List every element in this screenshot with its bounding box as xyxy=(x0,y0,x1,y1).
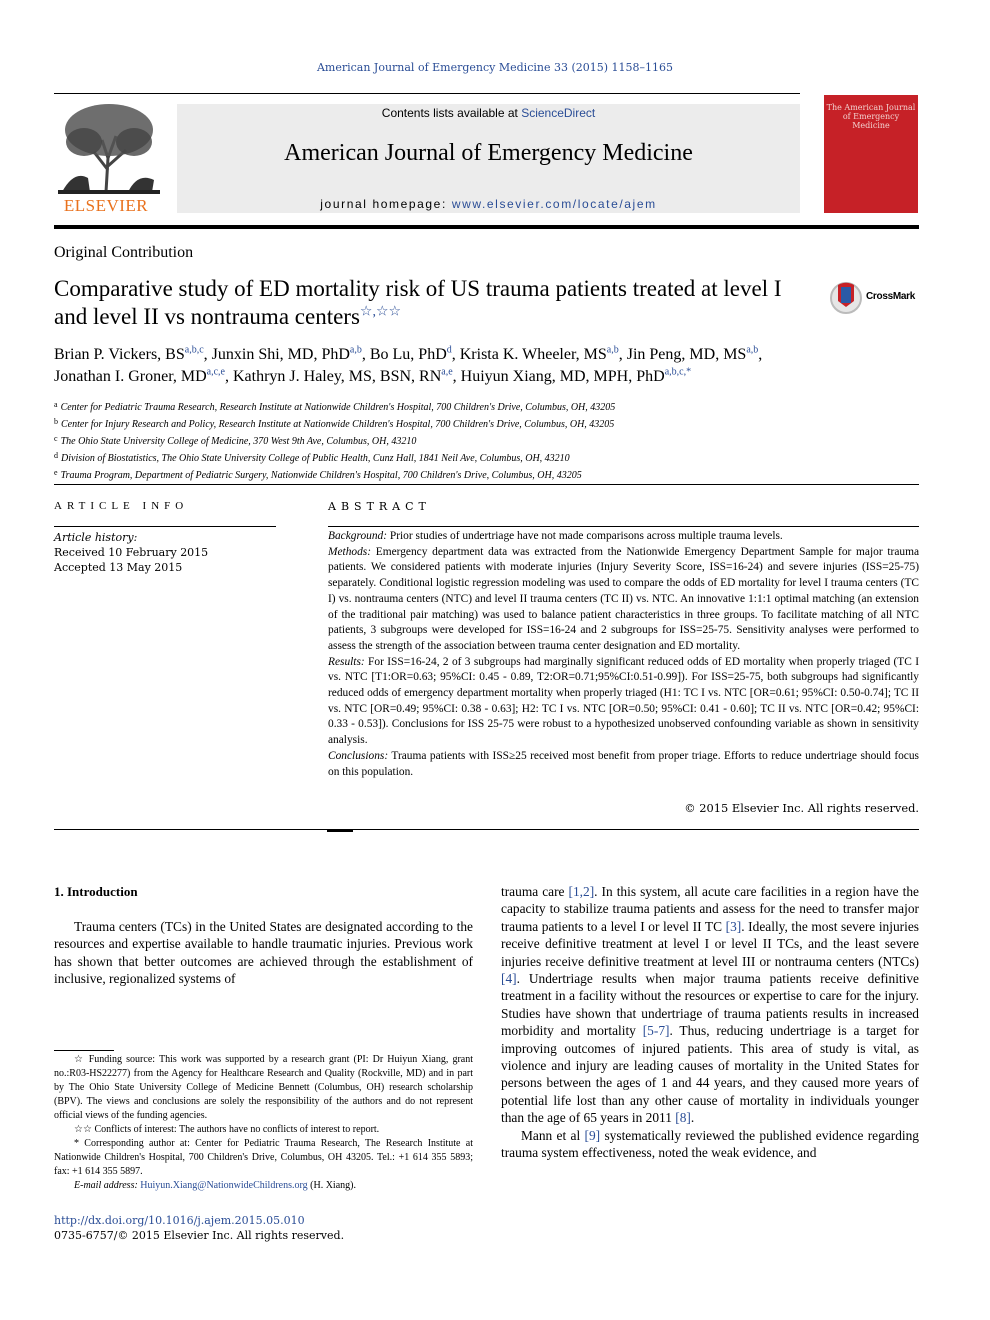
author-name: Junxin Shi, MD, PhD xyxy=(211,346,350,363)
section-rule xyxy=(54,484,919,485)
author-name: Jonathan I. Groner, MD xyxy=(54,368,207,385)
crossmark-icon xyxy=(829,281,863,315)
journal-homepage-line xyxy=(177,197,800,211)
author-separator: , xyxy=(203,346,212,363)
body-column-left xyxy=(54,918,473,988)
footnote-corresponding xyxy=(54,1137,473,1179)
affiliation-item xyxy=(54,449,919,466)
author-affiliation-marks[interactable]: a,b xyxy=(349,344,362,356)
author-affiliation-marks[interactable]: a,c,e xyxy=(206,366,225,378)
elsevier-wordmark: ELSEVIER xyxy=(63,196,149,215)
email-link[interactable]: Huiyun.Xiang@NationwideChildrens.org xyxy=(140,1180,308,1191)
affiliation-item xyxy=(54,466,919,483)
text-run: trauma care xyxy=(501,884,569,899)
abstract-copyright: © 2015 Elsevier Inc. All rights reserved. xyxy=(684,801,919,815)
author-separator: , xyxy=(224,368,233,385)
abstract-conclusions xyxy=(328,749,919,780)
author-name: Huiyun Xiang, MD, MPH, PhD xyxy=(460,368,665,385)
short-rule-mark xyxy=(327,830,353,832)
affiliation-item xyxy=(54,415,919,432)
author-affiliation-marks[interactable]: d xyxy=(446,344,452,356)
journal-cover-thumbnail xyxy=(824,95,918,213)
author-name: Krista K. Wheeler, MS xyxy=(459,346,607,363)
abstract-methods xyxy=(328,545,919,655)
footnotes xyxy=(54,1053,473,1193)
article-title-text: Comparative study of ED mortality risk of US trauma patients treated at level I and level II vs nontrauma centers xyxy=(54,276,782,329)
cover-title: The American Journal of Emergency Medicine xyxy=(826,103,916,130)
author-affiliation-marks[interactable]: a,b,c xyxy=(184,344,204,356)
article-title xyxy=(54,275,804,331)
article-info-heading: ARTICLE INFO xyxy=(54,500,189,512)
article-history xyxy=(54,530,208,575)
author-separator: , xyxy=(451,346,460,363)
title-footnote-marks[interactable]: ☆,☆☆ xyxy=(359,304,402,320)
affiliation-text: Center for Injury Research and Policy, Research Institute at Nationwide Children's Hospital, 700 Children's Drive, Columbus, OH, 43205 xyxy=(61,419,615,430)
abstract-heading: ABSTRACT xyxy=(328,500,431,513)
conclusions-text: Trauma patients with ISS≥25 received most benefit from proper triage. Efforts to reduce undertriage should focus on this population. xyxy=(328,749,919,778)
footnote-email xyxy=(54,1179,473,1193)
methods-label: Methods: xyxy=(328,545,372,558)
footnote-rule xyxy=(54,1050,114,1051)
footnote-mark: ☆ xyxy=(74,1054,85,1065)
text-run: . Ideally, the most severe injuries receive definitive treatment at level I or level II TCs, and the least severe injuries receive definitive treatment at level III or nontrauma centers (NTCs) xyxy=(501,918,919,969)
email-suffix: (H. Xiang). xyxy=(307,1180,356,1191)
reference-link[interactable]: [9] xyxy=(584,1127,601,1143)
homepage-link[interactable]: www.elsevier.com/locate/ajem xyxy=(451,197,657,211)
results-label: Results: xyxy=(328,655,365,668)
sciencedirect-link[interactable]: ScienceDirect xyxy=(521,106,596,120)
methods-text: Emergency department data was extracted from the Nationwide Emergency Department Sample for major trauma patients. We considered patients with moderate injuries (Injury Severity Score, ISS=16-24) and severe injuries (ISS=25-75) separately. Conditional logistic regression modeling was used to compare the odds of ED mortality for level I trauma centers (TC I) vs. nontrauma centers (NTC) and level II trauma centers (TC II) vs. NTC. An innovative 1:1:1 optimal matching (an extension of the traditional pair matching) was used to balance patient characteristics in three groups. To facilitate matching of all NTC patients, 3 subgroups were developed for ISS=16-24 and 2 subgroups for ISS=25-75. Sensitivity analyses were performed to assess the strength of the association between trauma center designation and ED mortality. xyxy=(328,545,919,652)
footnote-text: Conflicts of interest: The authors have no conflicts of interest to report. xyxy=(91,1124,380,1135)
affiliation-letter: d xyxy=(54,451,58,460)
reference-link[interactable]: [5-7] xyxy=(642,1023,670,1039)
author-name: Jin Peng, MD, MS xyxy=(626,346,747,363)
footnote-text: Corresponding author at: Center for Pediatric Trauma Research, The Research Institute at Nationwide Children's Hospital, 700 Children's Drive, Columbus, OH 43205. Tel.: +1 614 355 5893; fax: +1 614 355 5897. xyxy=(54,1138,473,1177)
footnote-mark: ☆☆ xyxy=(74,1124,92,1135)
affiliation-item xyxy=(54,432,919,449)
abstract-background xyxy=(328,529,919,545)
intro-paragraph-continued xyxy=(501,883,919,1127)
contents-line xyxy=(177,106,800,120)
footnote-text: Funding source: This work was supported by a research grant (PI: Dr Huiyun Xiang, grant no.:R03-HS22277) from the Agency for Healthcare Research and Quality (Rockville, MD) and in part by The Ohio State University College of Medicine Bennett (Columbus, OH) research scholarship (BPV). The views and conclusions are solely the responsibility of the authors and do not represent official views of the funding agencies. xyxy=(54,1054,474,1121)
homepage-prefix: journal homepage: xyxy=(320,197,452,211)
footnote-funding xyxy=(54,1053,473,1123)
intro-paragraph xyxy=(501,1127,919,1162)
affiliation-letter: c xyxy=(54,434,58,443)
section-heading-introduction: 1. Introduction xyxy=(54,884,138,899)
header-thick-rule xyxy=(54,225,919,229)
author-affiliation-marks[interactable]: a,b xyxy=(606,344,619,356)
issn-line: 0735-6757/© 2015 Elsevier Inc. All rights reserved. xyxy=(54,1229,345,1242)
abstract-results xyxy=(328,655,919,749)
email-label: E-mail address: xyxy=(74,1180,141,1191)
conclusions-label: Conclusions: xyxy=(328,749,389,762)
article-info-rule xyxy=(54,526,276,527)
text-run: Mann et al xyxy=(521,1127,585,1143)
author-affiliation-marks[interactable]: a,b,c,* xyxy=(664,366,692,378)
reference-link[interactable]: [4] xyxy=(501,971,517,987)
footnote-mark: * xyxy=(74,1138,79,1149)
received-date: Received 10 February 2015 xyxy=(54,546,209,559)
body-column-right xyxy=(501,883,919,1162)
results-text: For ISS=16-24, 2 of 3 subgroups had marginally significant reduced odds of ED mortality when properly triaged (TC I vs. NTC [T1:OR=0.63; 95%CI: 0.45 - 0.89, T2:OR=0.71;95%CI:0.51-0.99]). For ISS=25-75, both subgroups had significantly reduced odds of emergency department mortality when properly triaged (H1: TC I vs. NTC [OR=0.61; 95%CI: 0.50-0.74]; TC II vs. NTC [OR=0.49; 95%CI: 0.38 - 0.63]; H2: TC I vs. NTC [OR=0.50; 95%CI: 0.41 - 0.60]; TC II vs. NTC [OR=0.42; 95%CI: 0.33 - 0.53]). Conclusions for ISS 25-75 were robust to a hypothesized unobserved confounding variable as shown in sensitivity analysis. xyxy=(328,655,919,747)
crossmark-label: CrossMark xyxy=(866,291,915,302)
reference-link[interactable]: [1,2] xyxy=(568,884,595,899)
accepted-date: Accepted 13 May 2015 xyxy=(54,561,183,574)
affiliation-text: Division of Biostatistics, The Ohio State University College of Public Health, Cunz Hall, 1841 Neil Ave, Columbus, OH, 43210 xyxy=(61,453,570,464)
affiliation-item xyxy=(54,398,919,415)
abstract-rule xyxy=(328,526,919,527)
text-run: . Thus, reducing undertriage is a target for improving outcomes of injured patients. This area of study is vital, as violence and injury are leading causes of mortality in the United States for persons between the ages of 1 and 44 years, and they caused more years of potential life lost than any other cause of mortality in individuals younger than the age of 65 years in 2011 xyxy=(501,1023,919,1126)
author-list xyxy=(54,344,919,388)
article-type: Original Contribution xyxy=(54,244,194,261)
author-separator: , xyxy=(758,346,763,363)
abstract-body xyxy=(328,529,919,780)
author-name: Brian P. Vickers, BS xyxy=(54,346,185,363)
affiliation-text: Center for Pediatric Trauma Research, Research Institute at Nationwide Children's Hospital, 700 Children's Drive, Columbus, OH, 43205 xyxy=(60,402,616,413)
text-run: . xyxy=(690,1110,695,1126)
journal-citation[interactable]: American Journal of Emergency Medicine 33 (2015) 1158–1165 xyxy=(316,61,674,74)
intro-paragraph: Trauma centers (TCs) in the United States are designated according to the resources and expertise available to handle traumatic injuries. Previous work has shown that better outcomes are achieved through the establishment of inclusive, regionalized systems of xyxy=(54,919,473,987)
history-label: Article history: xyxy=(54,531,138,544)
contents-prefix: Contents lists available at xyxy=(381,106,522,120)
background-label: Background: xyxy=(328,530,388,542)
crossmark-badge[interactable] xyxy=(829,281,919,315)
author-separator: , xyxy=(361,346,370,363)
author-separator: , xyxy=(452,368,461,385)
author-affiliation-marks[interactable]: a,e xyxy=(441,366,453,378)
affiliation-letter: a xyxy=(54,400,58,409)
footnote-conflicts xyxy=(54,1123,473,1137)
author-affiliation-marks[interactable]: a,b xyxy=(746,344,759,356)
affiliation-text: Trauma Program, Department of Pediatric Surgery, Nationwide Children's Hospital, 700 Children's Drive, Columbus, OH, 43205 xyxy=(60,470,582,481)
author-name: Bo Lu, PhD xyxy=(369,346,447,363)
reference-link[interactable]: [8] xyxy=(675,1110,691,1126)
doi-link[interactable]: http://dx.doi.org/10.1016/j.ajem.2015.05.010 xyxy=(54,1214,305,1227)
affiliation-list xyxy=(54,398,919,483)
reference-link[interactable]: [3] xyxy=(725,918,742,934)
background-text: Prior studies of undertriage have not made comparisons across multiple trauma levels. xyxy=(387,530,783,542)
text-run: . In this system, all acute care facilities in a region have the capacity to stabilize trauma patients and assess for the need to transfer major trauma patients to a level I or level II TC xyxy=(501,884,919,934)
affiliation-letter: b xyxy=(54,417,58,426)
section-rule xyxy=(54,829,919,830)
author-name: Kathryn J. Haley, MS, BSN, RN xyxy=(232,368,442,385)
journal-title: American Journal of Emergency Medicine xyxy=(284,140,693,166)
author-separator: , xyxy=(618,346,627,363)
affiliation-letter: e xyxy=(54,468,58,477)
header-rule xyxy=(54,93,800,94)
affiliation-text: The Ohio State University College of Medicine, 370 West 9th Ave, Columbus, OH, 43210 xyxy=(60,436,417,447)
text-run: . Undertriage results when major trauma patients receive definitive treatment in a facility without the resources or expertise to care for the injury. Studies have shown that undertriage of trauma patients results in increased morbidity and mortality xyxy=(501,971,919,1039)
text-run: systematically reviewed the published evidence regarding trauma system effectiveness, noted the weak evidence, and xyxy=(501,1127,919,1161)
